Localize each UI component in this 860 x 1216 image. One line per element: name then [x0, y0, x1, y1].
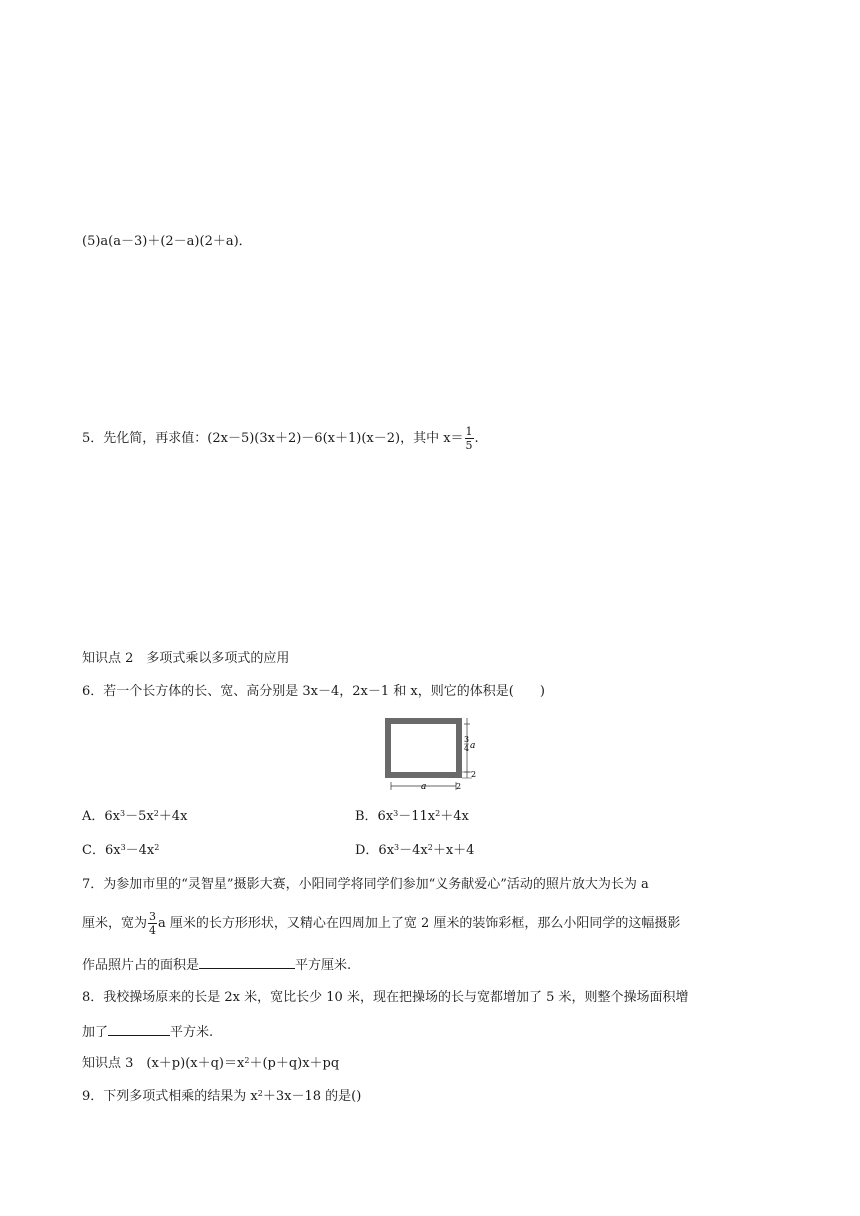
question-6-option-d: D．$6x^3-4x^2+x+4$ — [355, 843, 475, 858]
answer-blank-q8[interactable] — [108, 1022, 170, 1036]
figure-label-a-bottom: a — [421, 782, 427, 792]
problem-4-part-5: (5)a(a－3)＋(2－a)(2＋a)． — [82, 234, 252, 249]
fraction-one-fifth: $\frac{1}{5}$ — [465, 425, 473, 452]
figure-label-3: 3 — [464, 735, 470, 744]
answer-blank-q7[interactable] — [199, 955, 295, 969]
photo-inner — [391, 724, 456, 772]
question-8-line-2: 加了 平方米. — [82, 1022, 213, 1042]
knowledge-point-3: 知识点 3 $(x+p)(x+q)=x^2+(p+q)x+pq$ — [82, 1056, 340, 1071]
fraction-three-quarters: $\frac{3}{4}$ — [149, 910, 157, 937]
figure-label-2-corner: 2 — [456, 782, 462, 791]
question-6-option-c: C．$6x^3-4x^2$ — [82, 843, 160, 858]
figure-label-4: 4 — [464, 744, 470, 753]
figure-label-a-side: a — [470, 741, 476, 751]
question-7-line-1: 7．为参加市里的“灵智星”摄影大赛，小阳同学将同学们参加“义务献爱心”活动的照片放大为长为 a — [82, 877, 649, 892]
question-7-line-3: 作品照片占的面积是 平方厘米. — [82, 955, 351, 975]
figure-label-2-side: 2 — [471, 770, 477, 779]
question-5-text: 5．先化简，再求值：(2x－5)(3x＋2)－6(x＋1)(x－2)，其中 x＝ — [82, 431, 464, 446]
framed-photo-figure — [380, 716, 500, 792]
question-6-stem: 6．若一个长方体的长、宽、高分别是 3x－4，2x－1 和 x，则它的体积是( ) — [82, 684, 545, 699]
question-5: 5．先化简，再求值：(2x－5)(3x＋2)－6(x＋1)(x－2)，其中 x＝ $\frac{1}{5}$ . — [82, 425, 479, 452]
question-7-line-2: 厘米，宽为 $\frac{3}{4}$ a 厘米的长方形形状，又精心在四周加上了宽 2 厘米的装饰彩框，那么小阳同学的这幅摄影 — [82, 910, 681, 937]
question-6-option-a: A．$6x^3-5x^2+4x$ — [82, 809, 188, 824]
question-6-option-b: B．$6x^3-11x^2+4x$ — [355, 809, 469, 824]
question-8-line-1: 8．我校操场原来的长是 2x 米，宽比长少 10 米，现在把操场的长与宽都增加了 5 米，则整个操场面积增 — [82, 990, 689, 1005]
question-9: 9．下列多项式相乘的结果为 $x^2+3x-18$ 的是() — [82, 1089, 362, 1104]
knowledge-point-2: 知识点 2 多项式乘以多项式的应用 — [82, 651, 290, 666]
